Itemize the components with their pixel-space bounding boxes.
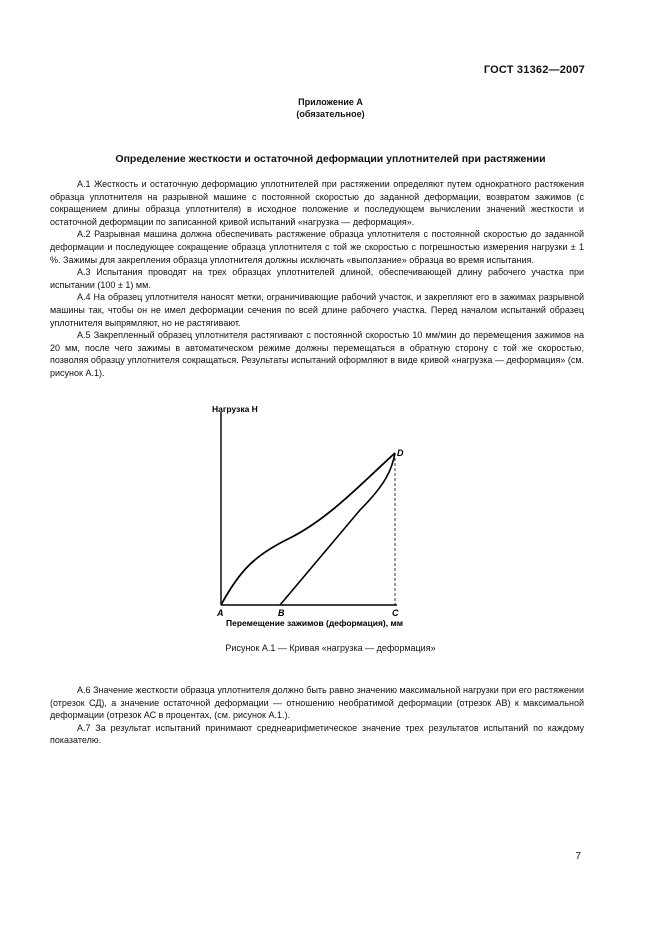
appendix-heading xyxy=(0,96,661,120)
appendix-title: Приложение А xyxy=(298,97,363,107)
paragraph-a2: А.2 Разрывная машина должна обеспечивать растяжение образца уплотнителя с постоянной скоростью до заданной деформации и последующее сокращение образца уплотнителя с той же скоростью с погрешностью измерения нагрузки ± 1 %. Зажимы для закрепления образца уплотнителя должны исключать «выползание» образца во время испытания. xyxy=(50,229,584,265)
figure-caption: Рисунок А.1 — Кривая «нагрузка — деформация» xyxy=(225,643,436,653)
point-c-label: C xyxy=(392,608,399,618)
x-axis-label: Перемещение зажимов (деформация), мм xyxy=(226,618,404,628)
load-deformation-diagram xyxy=(200,400,440,630)
paragraph-a1: А.1 Жесткость и остаточную деформацию уплотнителей при растяжении определяют путем однократного растяжения образца уплотнителя на разрывной машине с постоянной скоростью до заданной деформации, возвратом зажимов (с сокращением длины образца уплотнителя) в исходное положение и последующем вычислении значений жесткости и остаточной деформации по записанной кривой испытаний «нагрузка — деформация». xyxy=(50,179,584,227)
standard-number: ГОСТ 31362—2007 xyxy=(483,64,585,76)
point-b-label: B xyxy=(278,608,285,618)
y-axis-label: Нагрузка H xyxy=(212,404,258,414)
loading-curve xyxy=(221,453,395,605)
paragraph-a6: А.6 Значение жесткости образца уплотнителя должно быть равно значению максимальной нагрузки при его растяжении (отрезок СД), а значение остаточной деформации — отношению необратимой деформации (отрезок АВ) к максимальной деформации (отрезок АС в процентах, (см. рисунок А.1.). xyxy=(50,685,584,721)
body-text-bottom xyxy=(50,684,584,747)
point-d-label: D xyxy=(397,448,404,458)
paragraph-a3: А.3 Испытания проводят на трех образцах уплотнителей длиной, обеспечивающей длину рабочего участка при испытании (100 ± 1) мм. xyxy=(50,267,584,290)
unloading-curve xyxy=(280,453,395,605)
paragraph-a4: А.4 На образец уплотнителя наносят метки, ограничивающие рабочий участок, и закрепляют его в зажимах разрывной машины так, чтобы он не имел деформации сечения по всей длине рабочего участка. Перед началом испытаний образец уплотнителя выпрямляют, но не растягивают. xyxy=(50,292,584,328)
paragraph-a7: А.7 За результат испытаний принимают среднеарифметическое значение трех результатов испытаний по каждому показателю. xyxy=(50,722,584,746)
paragraph-a5: А.5 Закрепленный образец уплотнителя растягивают с постоянной скоростью 10 мм/мин до перемещения зажимов на 20 мм, после чего зажимы в автоматическом режиме должны перемещаться в обратную сторону с той же скоростью, позволяя образцу уплотнителя сокращаться. Результаты испытаний оформляют в виде кривой «нагрузка — деформация» (см. рисунок А.1). xyxy=(50,330,585,378)
page-number: 7 xyxy=(575,851,581,862)
point-a-label: A xyxy=(217,608,224,618)
body-text-top xyxy=(50,178,584,380)
appendix-subtitle: (обязательное) xyxy=(296,109,365,119)
load-deformation-figure xyxy=(200,400,440,630)
section-title: Определение жесткости и остаточной деформации уплотнителей при растяжении xyxy=(115,153,546,165)
